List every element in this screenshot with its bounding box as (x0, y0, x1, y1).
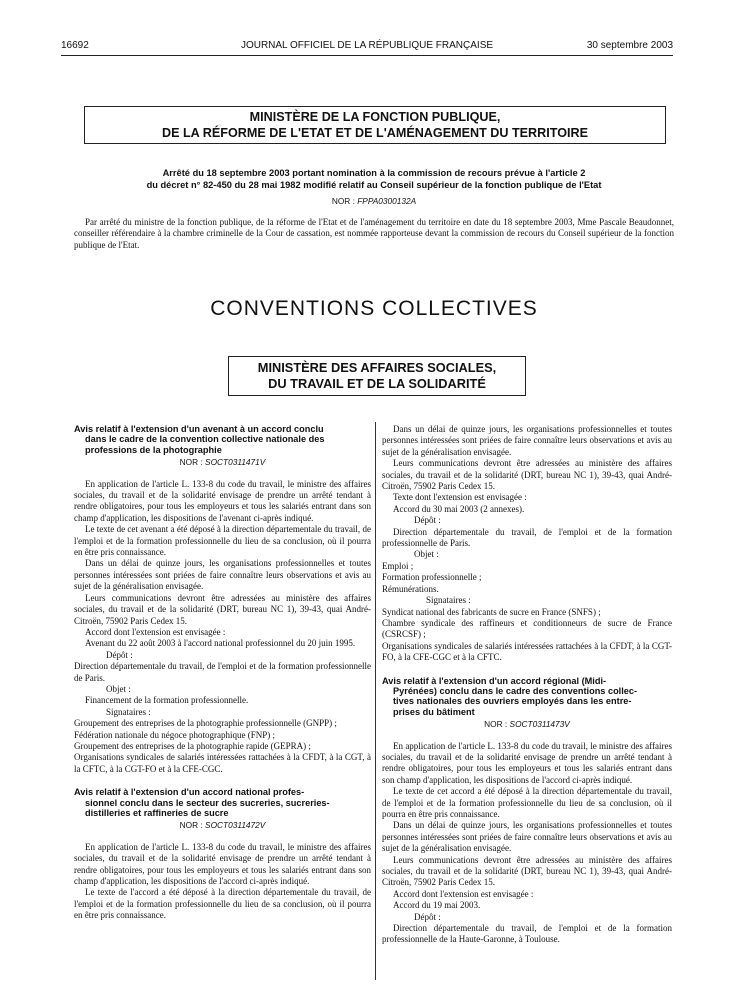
paragraph: Direction départementale du travail, de l'emploi et de la formation professionnelle de la Haute-Garonne, à Toulouse. (382, 923, 672, 945)
heading-signataires: Signataires : (106, 706, 151, 717)
paragraph: Avenant du 22 août 2003 à l'accord national professionnel du 20 juin 1995. (85, 638, 356, 649)
column-divider (375, 422, 376, 980)
avis-title-line: Pyrénées) conclu dans le cadre des conventions collec- (393, 685, 638, 696)
avis-title-line: tives nationales des ouvriers employés dans les entre- (393, 696, 632, 707)
ministry-line-1: MINISTÈRE DE LA FONCTION PUBLIQUE, (249, 110, 501, 124)
signataire-item: Organisations syndicales de salariés intéressées rattachées à la CFDT, à la CGT-FO, à la CFE-CGC et à la CFTC. (382, 640, 672, 663)
avis-title-line: professions de la photographie (85, 444, 222, 455)
ministry-box-affaires-sociales (228, 356, 526, 396)
avis-title-line: dans le cadre de la convention collective nationale des (85, 434, 325, 445)
paragraph: Financement de la formation professionnelle. (85, 695, 249, 706)
arrete-title (74, 168, 674, 191)
nor-code: SOCT0311471V (205, 457, 266, 468)
paragraph: Accord dont l'extension est envisagée : (85, 626, 226, 637)
avis-title-line: Avis relatif à l'extension d'un avenant à un accord conclu (74, 424, 324, 434)
arrete-nor (74, 196, 674, 206)
paragraph: Texte dont l'extension est envisagée : (393, 492, 527, 503)
heading-depot: Dépôt : (106, 649, 133, 660)
paragraph: Accord dont l'extension est envisagée : (393, 888, 534, 899)
signataire-item: Syndicat national des fabricants de sucre en France (SNFS) ; (382, 606, 601, 617)
paragraph: Direction départementale du travail, de l'emploi et de la formation professionnelle de Paris. (74, 661, 371, 683)
avis-title-line: Avis relatif à l'extension d'un accord régional (Midi- (382, 675, 607, 686)
right-column (382, 424, 672, 946)
paragraph: Dans un délai de quinze jours, les organisations professionnelles et toutes personnes intéressées sont priées de faire connaître leurs observations et avis au sujet de la généralisation envisagée. (74, 558, 371, 592)
paragraph: Leurs communications devront être adressées au ministère des affaires sociales, du travail et de la solidarité (DRT, bureau NC 1), 39-43, quai André-Citroën, 75902 Paris Cedex 15. (382, 458, 672, 492)
avis-batiment-nor (382, 719, 672, 730)
section-title: CONVENTIONS COLLECTIVES (210, 297, 538, 320)
nor-code: FPPA0300132A (357, 196, 417, 206)
paragraph: Direction départementale du travail, de l'emploi et de la formation professionnelle de Paris. (382, 526, 672, 549)
nor-label: NOR : (179, 820, 203, 831)
paragraph: Dans un délai de quinze jours, les organisations professionnelles et toutes personnes intéressées sont priées de faire connaître leurs observations et avis au sujet de la généralisation envisagée. (382, 820, 672, 854)
avis-sucreries-nor (74, 820, 371, 831)
paragraph: En application de l'article L. 133-8 du code du travail, le ministre des affaires sociales, du travail et de la solidarité envisage de prendre un arrêté tendant à rendre obligatoires, pour tous les employeurs et tous les salariés entrant dans son champ d'application, les dispositions de l'accord ci-après indiqué. (74, 841, 371, 887)
arrete-body-text: Par arrêté du ministre de la fonction publique, de la réforme de l'Etat et de l'aménagement du territoire en date du 18 septembre 2003, Mme Pascale Beaudonnet, conseiller référendaire à la chambre criminelle de la Cour de cassation, est nommée rapporteuse devant la commission de recours du Conseil supérieur de la fonction publique de l'Etat. (74, 217, 674, 250)
paragraph: Leurs communications devront être adressées au ministère des affaires sociales, du travail et de la solidarité (DRT, bureau NC 1), 39-43, quai André-Citroën, 75902 Paris Cedex 15. (74, 592, 371, 626)
signataire-item: Groupement des entreprises de la photographie rapide (GEPRA) ; (74, 740, 311, 751)
heading-depot: Dépôt : (414, 911, 441, 922)
ministry2-line-2: DU TRAVAIL ET DE LA SOLIDARITÉ (268, 376, 486, 391)
running-header (61, 40, 673, 54)
paragraph: Dans un délai de quinze jours, les organisations professionnelles et toutes personnes intéressées sont priées de faire connaître leurs observations et avis au sujet de la généralisation envisagée. (382, 424, 672, 457)
paragraph: En application de l'article L. 133-8 du code du travail, le ministre des affaires sociales, du travail et de la solidarité envisage de prendre un arrêté tendant à rendre obligatoires, pour tous les employeurs et tous les salariés entrant dans son champ d'application, les dispositions de l'avenant ci-après indiqué. (74, 478, 371, 523)
ministry2-line-1: MINISTÈRE DES AFFAIRES SOCIALES, (257, 360, 497, 375)
nor-label: NOR : (179, 457, 203, 468)
paragraph: Le texte de cet accord a été déposé à la direction départementale du travail, de l'emploi et de la formation professionnelle du lieu de sa conclusion, où il pourra en être pris connaissance. (382, 786, 672, 819)
signataire-item: Chambre syndicale des raffineurs et conditionneurs de sucre de France (CSRCSF) ; (382, 617, 672, 640)
avis-batiment-title (382, 676, 672, 718)
paragraph: Le texte de cet avenant a été déposé à la direction départementale du travail, de l'emploi et de la formation professionnelle du lieu de sa conclusion, où il pourra en être pris connaissance. (74, 524, 371, 558)
signataire-item: Fédération nationale du négoce photographique (FNP) ; (74, 729, 275, 740)
page-number: 16692 (61, 40, 89, 51)
nor-code: SOCT0311473V (509, 719, 570, 730)
objet-item: Formation professionnelle ; (382, 572, 482, 583)
paragraph: Leurs communications devront être adressées au ministère des affaires sociales, du travail et de la solidarité (DRT, bureau NC 1), 39-43, quai André-Citroën, 75902 Paris Cedex 15. (382, 854, 672, 888)
nor-label: NOR : (484, 719, 508, 730)
paragraph: Accord du 19 mai 2003. (393, 900, 481, 911)
ministry-line-2: DE LA RÉFORME DE L'ETAT ET DE L'AMÉNAGEMENT DU TERRITOIRE (161, 125, 588, 140)
avis-title-line: prises du bâtiment (393, 706, 475, 717)
arrete-title-line-2: du décret n° 82-450 du 28 mai 1982 modifié relatif au Conseil supérieur de la fonction publique de l'Etat (146, 179, 602, 190)
avis-photographie-title (74, 424, 371, 455)
arrete-title-line-1: Arrêté du 18 septembre 2003 portant nomination à la commission de recours prévue à l'article 2 (162, 168, 586, 178)
ministry-box-fonction-publique (84, 106, 666, 144)
heading-signataires: Signataires : (426, 595, 471, 606)
heading-objet: Objet : (106, 683, 131, 694)
avis-title-line: Avis relatif à l'extension d'un accord national profes- (74, 787, 305, 798)
avis-title-line: sionnel conclu dans le secteur des sucreries, sucreries- (85, 797, 330, 808)
heading-objet: Objet : (414, 549, 439, 560)
avis-sucreries-title (74, 787, 371, 818)
arrete-body (74, 217, 674, 251)
heading-depot: Dépôt : (414, 515, 441, 526)
header-rule (61, 55, 673, 56)
objet-item: Rémunérations. (382, 583, 439, 594)
nor-code: SOCT0311472V (205, 820, 266, 831)
paragraph: Le texte de l'accord a été déposé à la direction départementale du travail, de l'emploi et de la formation professionnelle du lieu de sa conclusion, où il pourra en être pris connaissance. (74, 887, 371, 921)
left-column (74, 424, 371, 922)
signataire-item: Organisations syndicales de salariés intéressées rattachées à la CFDT, à la CGT, à la CFTC, à la CGT-FO et à la CFE-CGC. (74, 752, 371, 774)
signataire-item: Groupement des entreprises de la photographie professionnelle (GNPP) ; (74, 718, 337, 729)
journal-title: JOURNAL OFFICIEL DE LA RÉPUBLIQUE FRANÇAISE (240, 40, 494, 51)
paragraph: Accord du 30 mai 2003 (2 annexes). (393, 503, 525, 514)
nor-label: NOR : (331, 196, 355, 206)
issue-date: 30 septembre 2003 (586, 40, 673, 51)
paragraph: En application de l'article L. 133-8 du code du travail, le ministre des affaires sociales, du travail et de la solidarité envisage de prendre un arrêté tendant à rendre obligatoires, pour tous les employeurs et tous les salariés entrant dans son champ d'application, les dispositions de l'accord ci-après indiqué. (382, 740, 672, 785)
avis-photographie-nor (74, 457, 371, 468)
avis-title-line: distilleries et raffineries de sucre (85, 808, 229, 818)
objet-item: Emploi ; (382, 560, 414, 571)
